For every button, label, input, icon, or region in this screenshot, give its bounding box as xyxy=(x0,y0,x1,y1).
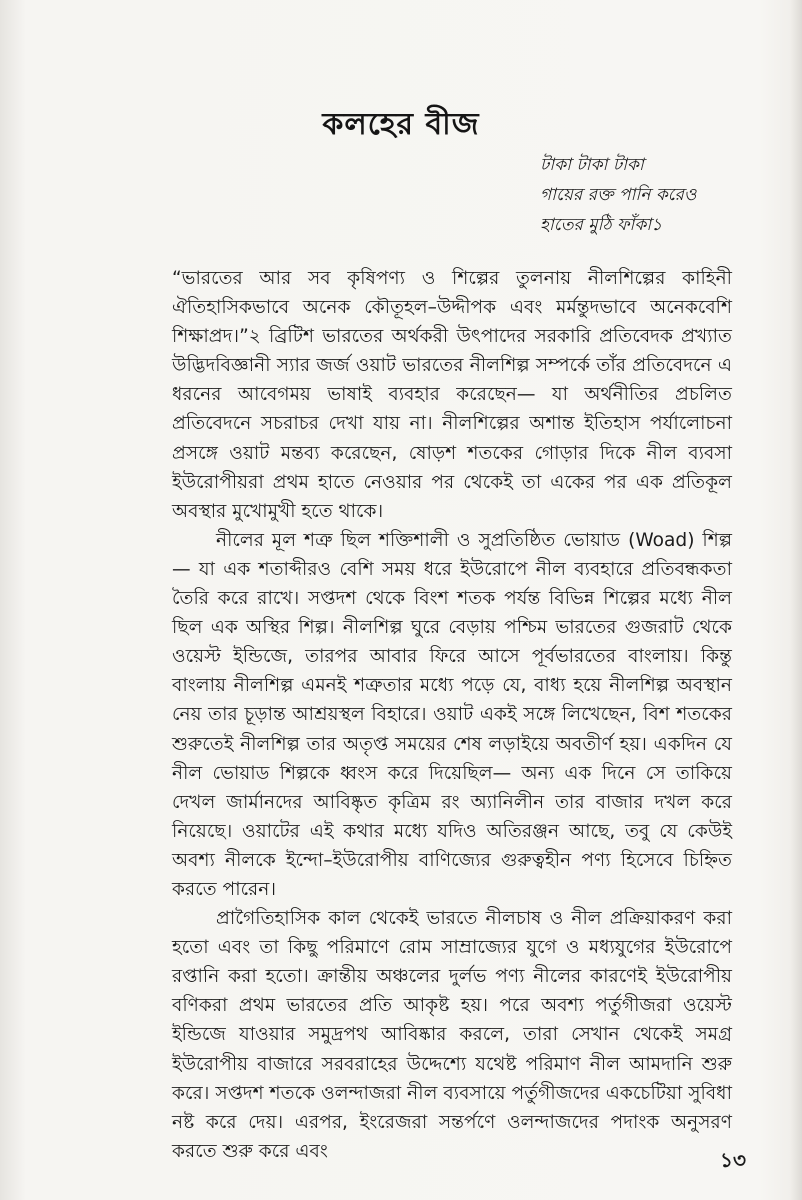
epigraph-line: গায়ের রক্ত পানি করেও xyxy=(540,185,697,205)
chapter-title: কলহের বীজ xyxy=(322,107,480,143)
paragraph: “ভারতের আর সব কৃষিপণ্য ও শিল্পের তুলনায় নীলশিল্পের কাহিনী ঐতিহাসিকভাবে অনেক কৌতূহল–উদ্দীপক এবং মর্মন্তুদভাবে অনেকবেশি শিক্ষাপ্রদ।”২ ব্রিটিশ ভারতের অর্থকরী উৎপাদের সরকারি প্রতিবেদক প্রখ্যাত উদ্ভিদবিজ্ঞানী স্যার জর্জ ওয়াট ভারতের নীলশিল্প সম্পর্কে তাঁর প্রতিবেদনে এ ধরনের আবেগময় ভাষাই ব্যবহার করেছেন— যা অর্থনীতির প্রচলিত প্রতিবেদনে সচরাচর দেখা যায় না। নীলশিল্পের অশান্ত ইতিহাস পর্যালোচনা প্রসঙ্গে ওয়াট মন্তব্য করেছেন, ষোড়শ শতকের গোড়ার দিকে নীল ব্যবসা ইউরোপীয়রা প্রথম হাতে নেওয়ার পর থেকেই তা একের পর এক প্রতিকূল অবস্থার মুখোমুখী হতে থাকে। xyxy=(172,268,732,522)
paragraph: নীলের মূল শত্রু ছিল শক্তিশালী ও সুপ্রতিষ্ঠিত ভোয়াড (Woad) শিল্প— যা এক শতাব্দীরও বেশি সময় ধরে ইউরোপে নীল ব্যবহারে প্রতিবন্ধকতা তৈরি করে রাখে। সপ্তদশ থেকে বিংশ শতক পর্যন্ত বিভিন্ন শিল্পের মধ্যে নীল ছিল এক অস্থির শিল্প। নীলশিল্প ঘুরে বেড়ায় পশ্চিম ভারতের গুজরাট থেকে ওয়েস্ট ইন্ডিজে, তারপর আবার ফিরে আসে পূর্বভারতের বাংলায়। কিন্তু বাংলায় নীলশিল্প এমনই শত্রুতার মধ্যে পড়ে যে, বাধ্য হয়ে নীলশিল্প অবস্থান নেয় তার চূড়ান্ত আশ্রয়স্থল বিহারে। ওয়াট একই সঙ্গে লিখেছেন, বিশ শতকের শুরুতেই নীলশিল্প তার অতৃপ্ত সময়ের শেষ লড়াইয়ে অবতীর্ণ হয়। একদিন যে নীল ভোয়াড শিল্পকে ধ্বংস করে দিয়েছিল— অন্য এক দিনে সে তাকিয়ে দেখল জার্মানদের আবিষ্কৃত কৃত্রিম রং অ্যানিলীন তার বাজার দখল করে নিয়েছে। ওয়াটের এই কথার মধ্যে যদিও অতিরঞ্জন আছে, তবু যে কেউই অবশ্য নীলকে ইন্দো–ইউরোপীয় বাণিজ্যের গুরুত্বহীন পণ্য হিসেবে চিহ্নিত করতে পারেন। xyxy=(172,529,732,900)
body-text xyxy=(172,264,732,1166)
epigraph-line: হাতের মুঠি ফাঁকা১ xyxy=(540,215,663,235)
page-edge-shadow xyxy=(790,0,802,1200)
page-number: ১৩ xyxy=(720,1148,746,1172)
epigraph-line: টাকা টাকা টাকা xyxy=(540,155,644,175)
epigraph xyxy=(540,150,780,240)
paragraph: প্রাগৈতিহাসিক কাল থেকেই ভারতে নীলচাষ ও নীল প্রক্রিয়াকরণ করা হতো এবং তা কিছু পরিমাণে রোম সাম্রাজ্যের যুগে ও মধ্যযুগের ইউরোপে রপ্তানি করা হতো। ক্রান্তীয় অঞ্চলের দুর্লভ পণ্য নীলের কারণেই ইউরোপীয় বণিকরা প্রথম ভারতের প্রতি আকৃষ্ট হয়। পরে অবশ্য পর্তুগীজরা ওয়েস্ট ইন্ডিজে যাওয়ার সমুদ্রপথ আবিষ্কার করলে, তারা সেখান থেকেই সমগ্র ইউরোপীয় বাজারে সরবরাহের উদ্দেশ্যে যথেষ্ট পরিমাণ নীল আমদানি শুরু করে। সপ্তদশ শতকে ওলন্দাজরা নীল ব্যবসায়ে পর্তুগীজদের একচেটিয়া সুবিধা নষ্ট করে দেয়। এরপর, ইংরেজরা সন্তর্পণে ওলন্দাজদের পদাংক অনুসরণ করতে শুরু করে এবং xyxy=(172,908,732,1162)
